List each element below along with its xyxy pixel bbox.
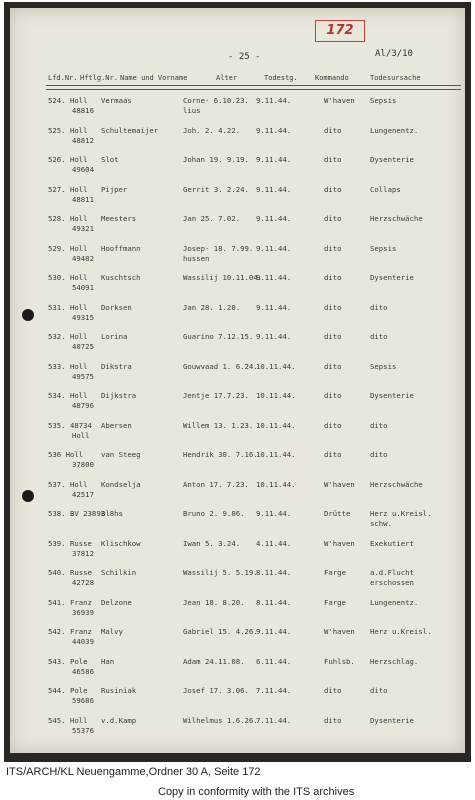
surname: Dorksen (101, 302, 132, 312)
cause-of-death: dito (370, 302, 388, 312)
cause-of-death: Lungenentz. (370, 125, 419, 135)
death-date: 10.11.44. (256, 479, 296, 489)
kommando: W'haven (324, 538, 355, 548)
cause-of-death: dito (370, 332, 388, 341)
death-date: 7.11.44. (256, 686, 292, 695)
death-date: 9.11.44. (256, 627, 292, 636)
surname: Dikstra (101, 361, 132, 371)
given-name: Jan 28. 1.20. (183, 302, 241, 312)
given-name: Joh. 2. 4.22. (183, 125, 241, 135)
cause-of-death: Herzschlag. (370, 656, 419, 666)
header-rule-bottom (46, 89, 461, 90)
surname: Slot (101, 155, 119, 164)
prisoner-number: 36939 (72, 607, 94, 617)
death-date: 10.11.44. (256, 391, 296, 400)
kommando: Farge (324, 597, 346, 607)
kommando: Farge (324, 568, 346, 577)
header-age: Alter (216, 74, 238, 82)
record-number: 525. Holl (48, 125, 88, 135)
record-number: 532. Holl (48, 332, 88, 341)
prisoner-number: 48811 (72, 194, 94, 204)
cause-of-death: Sepsis (370, 243, 397, 253)
given-name: Anton 17. 7.23. (183, 479, 249, 489)
death-date: 9.11.44. (256, 96, 292, 105)
record-number: 538. BV 23893 (48, 509, 106, 518)
surname: Abersen (101, 420, 132, 430)
record-row (10, 155, 465, 185)
kommando: dito (324, 715, 342, 725)
record-row (10, 391, 465, 421)
cause-of-death: Exekutiert (370, 538, 414, 548)
record-row (10, 539, 465, 569)
record-row (10, 362, 465, 392)
given-name: Iwan 5. 3.24. (183, 538, 241, 548)
record-number: 533. Holl (48, 361, 88, 371)
surname: Kuschtsch (101, 273, 141, 282)
given-name-continued: lius (183, 106, 201, 115)
archive-caption: ITS/ARCH/KL Neuengamme,Ordner 30 A, Seite 172 (6, 766, 261, 778)
cause-of-death: a.d.Flucht (370, 568, 414, 577)
death-date: 9.11.44. (256, 125, 292, 135)
record-number: 542. Franz (48, 627, 92, 636)
death-date: 10.11.44. (256, 420, 296, 430)
given-name: Willem 13. 1.23. (183, 420, 254, 430)
record-row (10, 421, 465, 451)
header-kommando: Kommando (315, 74, 349, 82)
surname: van Steeg (101, 450, 141, 459)
kommando: dito (324, 450, 342, 459)
kommando: dito (324, 686, 342, 695)
given-name: Gerrit 3. 2.24. (183, 184, 249, 194)
cause-of-death: Dysenterie (370, 715, 414, 725)
record-row (10, 657, 465, 687)
header-hftlg-nr: Hftlg.Nr. (80, 74, 118, 82)
record-row (10, 96, 465, 126)
given-name: Jan 25. 7.02. (183, 214, 241, 223)
death-date: 9.11.44. (256, 509, 292, 518)
death-date: 7.11.44. (256, 715, 292, 725)
archive-reference: Al/3/10 (375, 49, 413, 59)
kommando: dito (324, 214, 342, 223)
record-row (10, 716, 465, 746)
death-date: 9.11.44. (256, 155, 292, 164)
death-date: 8.11.44. (256, 568, 292, 577)
record-row (10, 450, 465, 480)
prisoner-number: 42728 (72, 578, 94, 587)
record-number: 536 Holl (48, 450, 84, 459)
surname: Han (101, 656, 115, 666)
record-number: 537. Holl (48, 479, 88, 489)
given-name-continued: hussen (183, 253, 210, 263)
header-lfd-nr: Lfd.Nr. (48, 74, 78, 82)
kommando: W'haven (324, 627, 355, 636)
surname: Lorina (101, 332, 128, 341)
death-date: 9.11.44. (256, 273, 292, 282)
header-rule-top (46, 85, 461, 86)
given-name: Jentje 17.7.23. (183, 391, 249, 400)
record-number: 541. Franz (48, 597, 92, 607)
prisoner-number: 37800 (72, 460, 94, 469)
cause-of-death: Herzschwäche (370, 479, 423, 489)
prisoner-number: 46586 (72, 666, 94, 676)
given-name: Corne- 6.10.23. (183, 96, 249, 105)
kommando: W'haven (324, 479, 355, 489)
kommando: dito (324, 302, 342, 312)
record-number: 543. Pole (48, 656, 88, 666)
given-name: Guarino 7.12.15. (183, 332, 254, 341)
record-number: 530. Holl (48, 273, 88, 282)
punch-hole-lower (22, 490, 34, 502)
header-name: Name und Vorname (120, 74, 188, 82)
cause-of-death: dito (370, 420, 388, 430)
surname: Pijper (101, 184, 128, 194)
kommando: dito (324, 391, 342, 400)
given-name: Bruno 2. 9.06. (183, 509, 245, 518)
record-number: 540. Russe (48, 568, 92, 577)
cause-of-death: Dysenterie (370, 273, 414, 282)
kommando: dito (324, 273, 342, 282)
cause-of-death: Herz u.Kreisl. (370, 627, 432, 636)
record-number: 526. Holl (48, 155, 88, 164)
given-name: Adam 24.11.08. (183, 656, 245, 666)
given-name: Jean 18. 8.20. (183, 597, 245, 607)
kommando: Drütte (324, 509, 351, 518)
cause-of-death-continued: schw. (370, 519, 392, 528)
given-name: Josef 17. 3.06. (183, 686, 249, 695)
cause-of-death: Herz u.Kreisl. (370, 509, 432, 518)
record-row (10, 598, 465, 628)
record-number: 524. Holl (48, 96, 88, 105)
surname: Bl8hs (101, 509, 123, 518)
record-number: 527. Holl (48, 184, 88, 194)
death-date: 9.11.44. (256, 332, 292, 341)
record-row (10, 303, 465, 333)
record-number: 534. Holl (48, 391, 88, 400)
given-name: Wassilij 10.11.04. (183, 273, 263, 282)
header-death-date: Todestg. (264, 74, 298, 82)
cause-of-death: Lungenentz. (370, 597, 419, 607)
death-date: 4.11.44. (256, 538, 292, 548)
cause-of-death: Herzschwäche (370, 214, 423, 223)
surname: Malvy (101, 627, 123, 636)
prisoner-number: 49482 (72, 253, 94, 263)
cause-of-death: dito (370, 450, 388, 459)
prisoner-number: 37812 (72, 548, 94, 558)
prisoner-number: 54091 (72, 283, 94, 292)
death-date: 6.11.44. (256, 656, 292, 666)
record-number: 535. 48734 (48, 420, 92, 430)
prisoner-number: 59686 (72, 696, 94, 705)
cause-of-death: Sepsis (370, 361, 397, 371)
prisoner-number: 49604 (72, 165, 94, 174)
kommando: dito (324, 332, 342, 341)
surname: Hooffmann (101, 243, 141, 253)
surname: Schultemaijer (101, 125, 159, 135)
record-row (10, 627, 465, 657)
surname: Meesters (101, 214, 137, 223)
prisoner-number: 48796 (72, 401, 94, 410)
record-number: 539. Russe (48, 538, 92, 548)
prisoner-number: 55376 (72, 725, 94, 735)
given-name: Wilhelmus 1.6.26. (183, 715, 258, 725)
prisoner-number: 40725 (72, 342, 94, 351)
death-date: 9.11.44. (256, 243, 292, 253)
prisoner-number: 49315 (72, 312, 94, 322)
surname: Delzone (101, 597, 132, 607)
kommando: dito (324, 184, 342, 194)
copy-notice: Copy in conformity with the ITS archives (158, 786, 355, 798)
prisoner-number: Holl (72, 430, 90, 440)
prisoner-number: 48812 (72, 135, 94, 145)
surname: Vermaas (101, 96, 132, 105)
given-name: Josep- 18. 7.99. (183, 243, 254, 253)
record-row (10, 185, 465, 215)
kommando: dito (324, 125, 342, 135)
kommando: dito (324, 243, 342, 253)
death-date: 9.11.44. (256, 302, 292, 312)
page-stamp: 172 (315, 20, 365, 42)
record-row (10, 273, 465, 303)
prisoner-number: 49575 (72, 371, 94, 381)
cause-of-death: Dysenterie (370, 155, 414, 164)
prisoner-number: 44039 (72, 637, 94, 646)
record-row (10, 509, 465, 539)
cause-of-death: Collaps (370, 184, 401, 194)
kommando: dito (324, 361, 342, 371)
punch-hole-upper (22, 309, 34, 321)
death-date: 10.11.44. (256, 361, 296, 371)
kommando: Fuhlsb. (324, 656, 355, 666)
given-name: Wassilij 5. 5.19. (183, 568, 258, 577)
cause-of-death-continued: erschossen (370, 578, 414, 587)
given-name: Hendrik 30. 7.16. (183, 450, 258, 459)
cause-of-death: Sepsis (370, 96, 397, 105)
death-date: 9.11.44. (256, 184, 292, 194)
kommando: dito (324, 420, 342, 430)
surname: Rusiniak (101, 686, 137, 695)
record-row (10, 332, 465, 362)
death-date: 9.11.44. (256, 214, 292, 223)
record-row (10, 568, 465, 598)
record-number: 528. Holl (48, 214, 88, 223)
record-number: 544. Pole (48, 686, 88, 695)
record-row (10, 244, 465, 274)
kommando: dito (324, 155, 342, 164)
cause-of-death: Dysenterie (370, 391, 414, 400)
document-page (10, 8, 465, 753)
page-number: - 25 - (228, 52, 261, 62)
cause-of-death: dito (370, 686, 388, 695)
surname: v.d.Kamp (101, 715, 137, 725)
given-name: Johan 19. 9.19. (183, 155, 249, 164)
record-row (10, 686, 465, 716)
record-number: 531. Holl (48, 302, 88, 312)
death-date: 10.11.44. (256, 450, 296, 459)
surname: Kondselja (101, 479, 141, 489)
surname: Klischkow (101, 538, 141, 548)
surname: Schilkin (101, 568, 137, 577)
death-date: 8.11.44. (256, 597, 292, 607)
given-name: Gouwvaad 1. 6.24. (183, 361, 258, 371)
record-number: 529. Holl (48, 243, 88, 253)
given-name: Gabriel 15. 4.26. (183, 627, 258, 636)
record-number: 545. Holl (48, 715, 88, 725)
record-row (10, 126, 465, 156)
prisoner-number: 48816 (72, 106, 94, 115)
surname: Dijkstra (101, 391, 137, 400)
prisoner-number: 49321 (72, 224, 94, 233)
record-row (10, 480, 465, 510)
kommando: W'haven (324, 96, 355, 105)
record-row (10, 214, 465, 244)
header-cause: Todesursache (370, 74, 421, 82)
prisoner-number: 42517 (72, 489, 94, 499)
